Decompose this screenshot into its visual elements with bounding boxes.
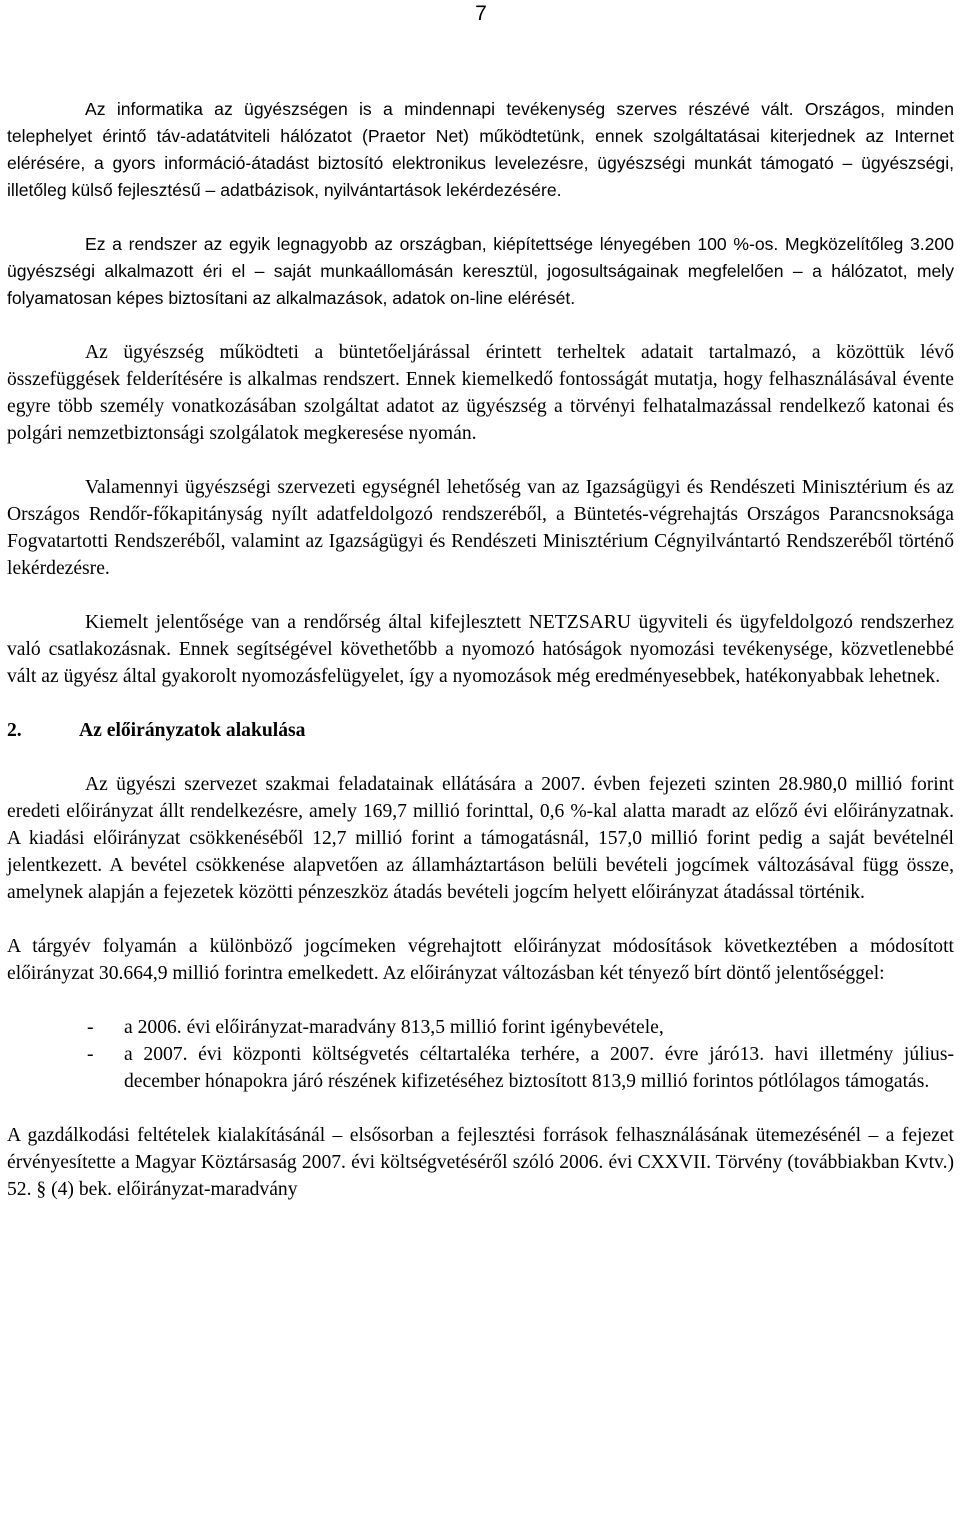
paragraph-gap bbox=[7, 1095, 954, 1122]
paragraph-budget-2007: Az ügyészi szervezet szakmai feladatainak ellátására a 2007. évben fejezeti szinten 28.980,0 millió forint eredeti előirányzat állt rendelkezésre, amely 169,7 millió forinttal, 0,6 %-kal alatta maradt az előző évi előirányzatnak. A kiadási előirányzat csökkenéséből 12,7 millió forint a támogatásnál, 157,0 millió forint pedig a saját bevételnél jelentkezett. A bevétel csökkenése alapvetően az államháztartáson belüli bevételi jogcímek változásával függ össze, amelynek alapján a fejezetek közötti pénzeszköz átadás bevételi jogcím helyett előirányzat átadással történik. bbox=[7, 774, 954, 903]
paragraph-gap bbox=[7, 312, 954, 339]
factor-list bbox=[7, 1014, 954, 1095]
paragraph-gap bbox=[7, 744, 954, 771]
document-body bbox=[7, 96, 954, 1203]
list-item-text: a 2006. évi előirányzat-maradvány 813,5 millió forint igénybevétele, bbox=[124, 1017, 664, 1038]
paragraph-defendant-database: Az ügyészség működteti a büntetőeljárással érintett terheltek adatait tartalmazó, a közöttük lévő összefüggések felderítésére is alkalmas rendszert. Ennek kiemelkedő fontosságát mutatja, hogy felhasználásával évente egyre több személy vonatkozásában szolgáltat adatot az ügyészség a törvényi felhatalmazással rendelkező katonai és polgári nemzetbiztonsági szolgálatok megkeresése nyomán. bbox=[7, 342, 954, 444]
paragraph-system-size: Ez a rendszer az egyik legnagyobb az országban, kiépítettsége lényegében 100 %-os. Megközelítőleg 3.200 ügyészségi alkalmazott éri el – saját munkaállomásán keresztül, jogosultságainak megfelelően – a hálózatot, mely folyamatosan képes biztosítani az alkalmazások, adatok on-line elérését. bbox=[7, 234, 954, 308]
paragraph-gap bbox=[7, 204, 954, 231]
paragraph-budget-modifications: A tárgyév folyamán a különböző jogcímeken végrehajtott előirányzat módosítások következtében a módosított előirányzat 30.664,9 millió forintra emelkedett. Az előirányzat változásban két tényező bírt döntő jelentőséggel: bbox=[7, 936, 954, 984]
paragraph-gap bbox=[7, 906, 954, 933]
paragraph-management-conditions: A gazdálkodási feltételek kialakításánál – elsősorban a fejlesztési források felhasználásának ütemezésénél – a fejezet érvényesítette a Magyar Köztársaság 2007. évi költségvetéséről szóló 2006. évi CXXVII. Törvény (továbbiakban Kvtv.) 52. § (4) bek. előirányzat-maradvány bbox=[7, 1125, 954, 1200]
list-bullet: - bbox=[87, 1044, 94, 1065]
section-title: Az előirányzatok alakulása bbox=[79, 720, 306, 741]
paragraph-gap bbox=[7, 447, 954, 474]
paragraph-gap bbox=[7, 987, 954, 1014]
paragraph-it-network: Az informatika az ügyészségen is a mindennapi tevékenység szerves részévé vált. Országos, minden telephelyet érintő táv-adatátviteli hálózatot (Praetor Net) működtetünk, ennek szolgáltatásai kiterjednek az Internet elérésére, a gyors információ-átadást biztosító elektronikus levelezésre, ügyészségi munkát támogató – ügyészségi, illetőleg külső fejlesztésű – adatbázisok, nyilvántartások lekérdezésére. bbox=[7, 99, 954, 200]
section-number: 2. bbox=[7, 720, 22, 741]
paragraph-registry-queries: Valamennyi ügyészségi szervezeti egységnél lehetőség van az Igazságügyi és Rendészeti Minisztérium és az Országos Rendőr-főkapitányság nyílt adatfeldolgozó rendszeréből, a Büntetés-végrehajtás Országos Parancsnoksága Fogvatartotti Rendszeréből, valamint az Igazságügyi és Rendészeti Minisztérium Cégnyilvántartó Rendszeréből történő lekérdezésre. bbox=[7, 477, 954, 579]
list-bullet: - bbox=[87, 1017, 94, 1038]
paragraph-gap bbox=[7, 582, 954, 609]
list-item-text: a 2007. évi központi költségvetés céltartaléka terhére, a 2007. évre járó13. havi illetmény július-december hónapokra járó részének kifizetéséhez biztosított 813,9 millió forintos pótlólagos támogatás. bbox=[124, 1044, 954, 1092]
page-number: 7 bbox=[475, 2, 487, 25]
paragraph-netzsaru: Kiemelt jelentősége van a rendőrség által kifejlesztett NETZSARU ügyviteli és ügyfeldolgozó rendszerhez való csatlakozásnak. Ennek segítségével követhetőbb a nyomozó hatóságok nyomozási tevékenysége, közvetlenebbé vált az ügyész által gyakorolt nyomozásfelügyelet, így a nyomozások még eredményesebbek, hatékonyabbak lehetnek. bbox=[7, 612, 954, 687]
list-item bbox=[7, 1014, 954, 1041]
list-item bbox=[7, 1041, 954, 1095]
paragraph-gap bbox=[7, 690, 954, 717]
section-heading bbox=[7, 717, 954, 744]
